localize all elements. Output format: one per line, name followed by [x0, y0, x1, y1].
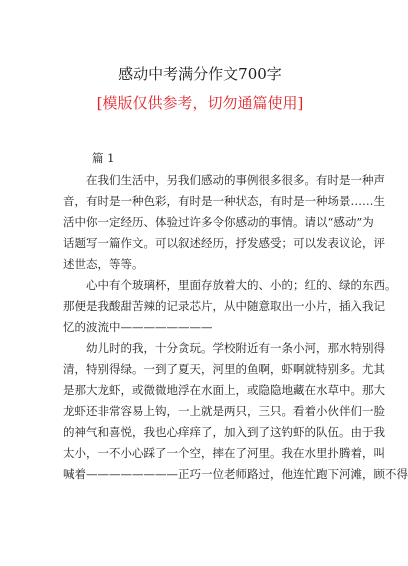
- body-line: 在我们生活中，另我们感动的事例很多很多。有时是一种声: [63, 173, 385, 187]
- document-subtitle: [模版仅供参考，切勿通篇使用]: [96, 94, 304, 112]
- body-line: 龙虾还非常容易上钩，一上就是两只，三只。看着小伙伴们一脸: [63, 404, 385, 418]
- body-line: 是那大龙虾，或微微地浮在水面上，或隐隐地藏在水草中。那大: [63, 383, 385, 397]
- body-line: 清，特别得绿。一到了夏天，河里的鱼啊，虾啊就特别多。尤其: [63, 362, 385, 376]
- body-line: 心中有个玻璃杯，里面存放着大的、小的；红的、绿的东西。: [63, 278, 397, 292]
- body-line: 那便是我酸甜苦辣的记录芯片，从中随意取出一小片，插入我记: [63, 299, 385, 313]
- body-line: 喊着————————正巧一位老师路过，他连忙跑下河滩，顾不得: [63, 467, 408, 481]
- body-line: 话题写一篇作文。可以叙述经历，抒发感受；可以发表议论，评: [63, 236, 385, 250]
- body-line: 太小，一不小心踩了一个空，摔在了河里。我在水里扑腾着，叫: [63, 446, 385, 460]
- body-line: 音，有时是一种色彩，有时是一种状态，有时是一种场景……生: [63, 194, 385, 208]
- body-line: 幼儿时的我，十分贪玩。学校附近有一条小河，那水特别得: [63, 341, 385, 355]
- body-line: 忆的波流中————————: [63, 320, 213, 334]
- body-line: 述世态，等等。: [63, 257, 144, 271]
- body-line: 活中你一定经历、体验过许多令你感动的事情。请以“感动”为: [63, 215, 374, 229]
- section-label: 篇 1: [92, 151, 115, 165]
- document-title: 感动中考满分作文700字: [118, 65, 282, 83]
- body-line: 的神气和喜悦，我也心痒痒了，加入到了这钓虾的队伍。由于我: [63, 425, 385, 439]
